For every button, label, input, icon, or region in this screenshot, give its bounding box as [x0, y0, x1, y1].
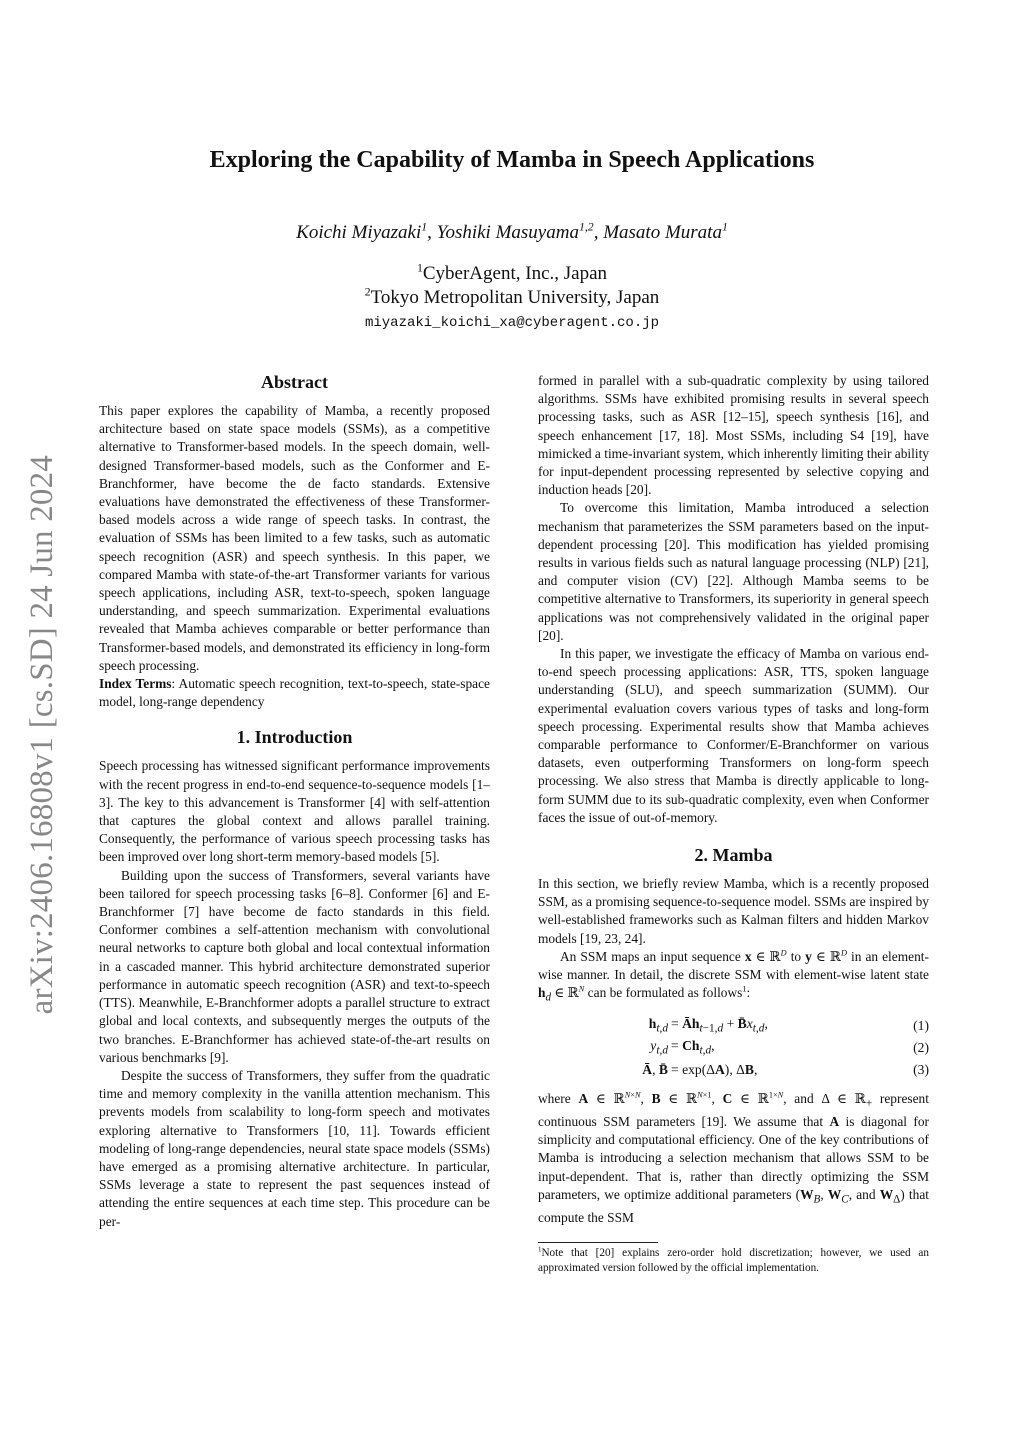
left-column	[99, 372, 490, 1231]
index-terms: Index Terms: Automatic speech recognition, text-to-speech, state-space model, long-range dependency	[99, 676, 490, 710]
paragraph: formed in parallel with a sub-quadratic complexity by using tailored algorithms. SSMs have exhibited promising results in several speech processing tasks, such as ASR [12–15], speech synthesis [16], and speech enhancement [17, 18]. Most SSMs, including S4 [19], have mimicked a time-invariant system, which inherently limiting their ability for input-dependent processing represented by selective copying and induction heads [20].	[538, 373, 929, 498]
paragraph: Building upon the success of Transformers, several variants have been tailored for speech processing tasks [6–8]. Conformer [6] and E-Branchformer [7] have become de facto standards in this field. Conformer combines a self-attention mechanism with convolutional neural networks to capture both global and local contextual information in a cascaded manner. This hybrid architecture demonstrated superior performance in automatic speech recognition (ASR) and text-to-speech (TTS). Meanwhile, E-Branchformer adopts a parallel structure to extract global and local contexts, and subsequently merges the outputs of the two branches. E-Branchformer has achieved state-of-the-art results on various benchmarks [9].	[99, 867, 490, 1065]
equation: $h_{t,d}$ = $Āh_{t-1,d}$ + $B̄x_{t,d}$, (1)	[648, 1015, 929, 1035]
equation: $y_{t,d}$ = $Ch_{t,d}$, (2)	[650, 1037, 929, 1057]
author-name: Masato Murata	[603, 222, 722, 243]
author-name: Yoshiki Masuyama	[436, 222, 579, 243]
affiliation: $^1$CyberAgent, Inc., Japan	[416, 261, 608, 284]
paragraph: In this section, we briefly review Mamba, which is a recently proposed SSM, as a promising sequence-to-sequence model. SSMs are inspired by well-established frameworks such as Kalman filters and hidden Markov models [19, 23, 24].	[538, 876, 929, 946]
contact-email: miyazaki_koichi_xa@cyberagent.co.jp	[364, 315, 660, 331]
paper-title: Exploring the Capability of Mamba in Speech Applications	[209, 147, 815, 173]
section-heading-introduction: 1. Introduction	[236, 727, 353, 748]
section-heading-mamba: 2. Mamba	[694, 845, 773, 866]
paragraph: An SSM maps an input sequence x ∈ ℝ$^D$ to y ∈ ℝ$^D$ in an element-wise manner. In detail, the discrete SSM with element-wise latent state $h_d$ ∈ ℝ$^N$ can be formulated as follows$^1$:	[538, 948, 929, 1004]
paragraph: Speech processing has witnessed significant performance improvements with the recent progress in end-to-end sequence-to-sequence models [1–3]. The key to this advancement is Transformer [4] with self-attention that captures the global context and allows parallel training. Consequently, the performance of various speech processing tasks has been improved over long short-term memory-based models [5].	[99, 758, 490, 865]
author-list: Koichi Miyazaki$^1$, Yoshiki Masuyama$^{1,2}$, Masato Murata$^1$	[296, 220, 728, 243]
footnote-divider	[538, 1242, 658, 1243]
abstract-text: This paper explores the capability of Mamba, a recently proposed architecture based on state space models (SSMs), as a competitive alternative to Transformer-based models. In the speech domain, well-designed Transformer-based models, such as the Conformer and E-Branchformer, have become the de facto standards. Extensive evaluations have demonstrated the effectiveness of these Transformer-based models across a wide range of speech tasks. In contrast, the evaluation of SSMs has been limited to a few tasks, such as automatic speech recognition (ASR) and speech synthesis. In this paper, we compared Mamba with state-of-the-art Transformer variants for various speech applications, including ASR, text-to-speech, spoken language understanding, and speech summarization. Experimental evaluations revealed that Mamba achieves comparable or better performance than Transformer-based models, and demonstrated its efficiency in long-form speech processing.	[99, 403, 490, 673]
arxiv-identifier: arXiv:2406.16808v1 [cs.SD] 24 Jun 2024	[24, 455, 60, 1015]
paragraph: Despite the success of Transformers, they suffer from the quadratic time and memory complexity in the vanilla attention mechanism. This prevents models from scalability to long-form speech and motivates exploring alternative to Transformers [10, 11]. Towards efficient modeling of long-range dependencies, neural state space models (SSMs) have emerged as a promising alternative architecture. In particular, SSMs leverage a state to represent the past sequences instead of attending the entire sequences at each time step. This procedure can be per-	[99, 1067, 490, 1229]
footnote: $^1$Note that [20] explains zero-order hold discretization; however, we used an approximated version followed by the official implementation.	[538, 1245, 929, 1274]
right-column	[538, 372, 929, 1227]
author-name: Koichi Miyazaki	[296, 222, 422, 243]
paragraph: In this paper, we investigate the efficacy of Mamba on various end-to-end speech processing applications: ASR, TTS, spoken language understanding (SLU), and speech summarization (SUMM). Our experimental evaluation covers various types of tasks and long-form speech processing. Experimental results show that Mamba achieves comparable performance to Conformer/E-Branchformer on various datasets, even outperforming Transformers on long-form speech processing. We also stress that Mamba is directly applicable to long-form SUMM due to its sub-quadratic complexity, even when Conformer faces the issue of out-of-memory.	[538, 646, 929, 825]
paragraph: To overcome this limitation, Mamba introduced a selection mechanism that parameterizes the SSM parameters based on the input-dependent processing [20]. This modification has yielded promising results in various fields such as natural language processing (NLP) [21], and computer vision (CV) [22]. Although Mamba seems to be competitive alternative to Transformers, its superiority in general speech applications was not comprehensively validated in the original paper [20].	[538, 500, 929, 643]
equation: Ā, B̄ = exp(ΔA), ΔB, (3)	[642, 1062, 929, 1078]
equation-block	[538, 1015, 929, 1081]
abstract-heading: Abstract	[261, 372, 328, 392]
paragraph: where A ∈ ℝ$^{N\times N}$, B ∈ ℝ$^{N\times 1}$, C ∈ ℝ$^{1\times N}$, and Δ ∈ ℝ$_+$ represent continuous SSM parameters [19]. We assume that A is diagonal for simplicity and computational efficiency. One of the key contributions of Mamba is introducing a selection mechanism that allows SSM to be input-dependent. That is, rather than directly optimizing the SSM parameters, we optimize additional parameters ($W_B$, $W_C$, and $W_\Delta$) that compute the SSM	[538, 1090, 929, 1225]
affiliation: $^2$Tokyo Metropolitan University, Japan	[364, 285, 660, 308]
